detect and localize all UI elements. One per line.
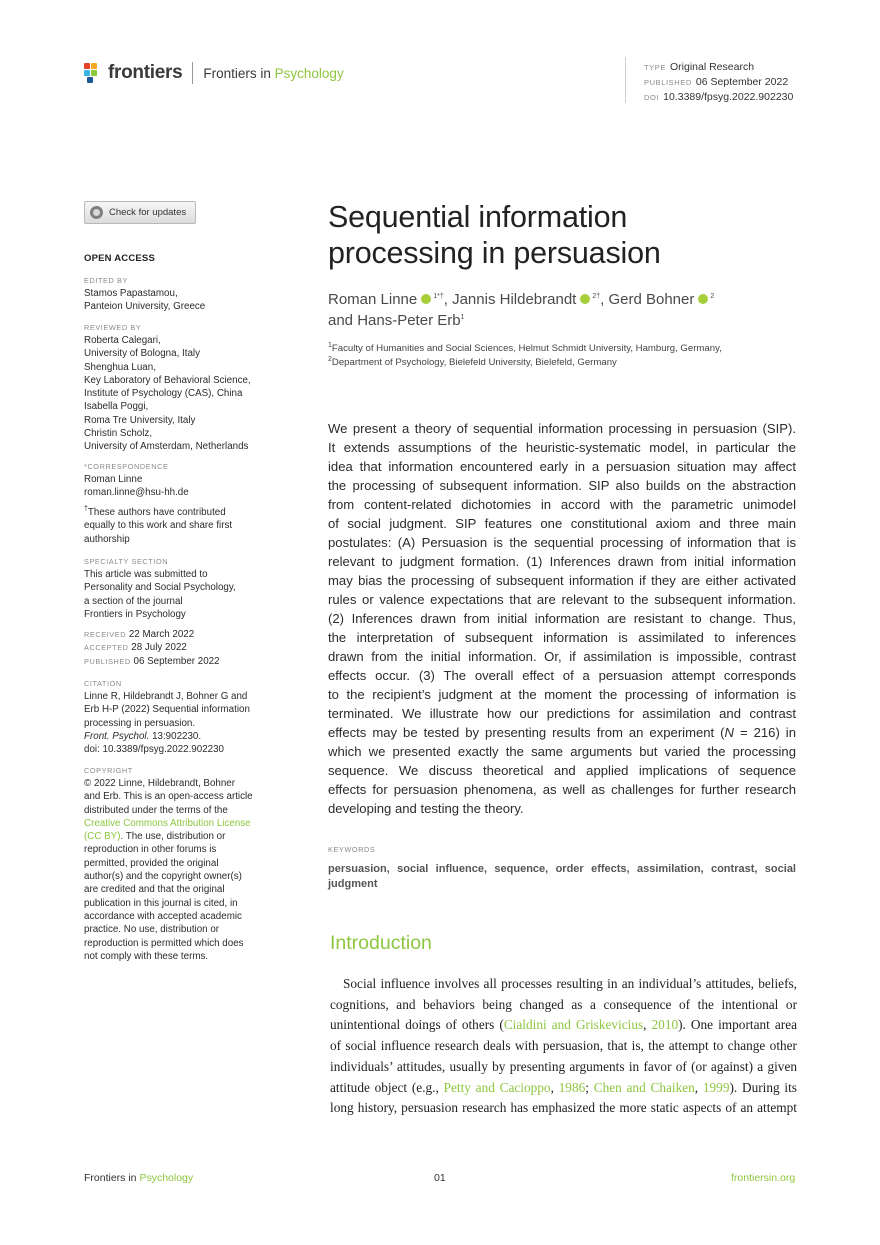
citation-link[interactable]: Petty and Cacioppo xyxy=(443,1079,551,1095)
logo-wordmark: frontiers xyxy=(108,62,183,83)
article-meta xyxy=(644,60,793,105)
update-badge-icon xyxy=(90,206,103,219)
introduction-body: Social influence involves all processes resulting in an individual’s attitudes, beliefs, cognitions, and behaviors being changed as a consequence of the intentional or unintentional doings of others (Cialdini and Griskevicius, 2010). One important area of social influence research deals with persuasion, that is, the attempt to change other individuals’ attitudes, usually by presenting arguments in favor of (or against) a given attitude object (e.g., Petty and Cacioppo, 1986; Chen and Chaiken, 1999). During its long history, persuasion research has emphasized the more static aspects of an attempt xyxy=(330,976,797,1116)
meta-published: PUBLISHED 06 September 2022 xyxy=(644,76,789,88)
journal-logo[interactable] xyxy=(84,61,344,85)
section-heading-introduction: Introduction xyxy=(330,932,432,954)
author-hildebrandt[interactable]: , Jannis Hildebrandt xyxy=(443,291,577,308)
orcid-icon[interactable] xyxy=(698,294,708,304)
citation-link[interactable]: 1999 xyxy=(702,1079,730,1095)
meta-type: TYPE Original Research xyxy=(644,61,755,73)
author-erb[interactable]: and Hans-Peter Erb xyxy=(328,312,461,329)
logo-divider xyxy=(192,62,193,84)
cc-license-link[interactable]: Creative Commons Attribution License xyxy=(84,817,251,829)
equal-contribution-note: †These authors have contributed equally to this work and share first authorship xyxy=(84,505,233,545)
keywords-label: KEYWORDS xyxy=(328,845,376,854)
meta-divider xyxy=(625,57,626,103)
citation-link[interactable]: Chen and Chaiken xyxy=(593,1079,695,1095)
dates-section: RECEIVED 22 March 2022 ACCEPTED 28 July 2022 PUBLISHED 06 September 2022 xyxy=(84,629,220,667)
citation-link[interactable]: 2010 xyxy=(651,1017,679,1033)
check-for-updates-button[interactable] xyxy=(84,201,196,224)
abstract: We present a theory of sequential information processing in persuasion (SIP). It extends assumptions of the heuristic-systematic model, in particular the idea that information encountered early in a persuasion situation may affect the processing of subsequent information. SIP also builds on the abstraction from content-related dichotomies in accord with the parametric unimodel of social judgment. SIP features one constitutional axiom and three main postulates: (A) Persuasion is the sequential processing of information that is relevant to judgment formation. (1) Inferences drawn from initial information may bias the processing of subsequent information if they are either activated rules or valence expectations that are relevant to the subsequent information. (2) Inferences drawn from initial information are resistant to change. Thus, the interpretation of subsequent information is assimilated to inferences drawn from the initial information. Or, if assimilation is impossible, contrast effects occur. (3) The overall effect of a persuasion attempt corresponds to the recipient’s judgment at the moment the processing of information is terminated. We illustrate how our predictions for assimilation and contrast effects may be tested by presenting results from an experiment (N = 216) in which we presented exactly the same arguments but varied the processing sequence. We discuss theoretical and applied implications of sequence effects for persuasion phenomena, as well as challenges for further research developing and testing the theory. xyxy=(328,421,797,816)
citation-link[interactable]: 1986 xyxy=(558,1079,586,1095)
citation-section: CITATION Linne R, Hildebrandt J, Bohner G and Erb H-P (2022) Sequential information processing in persuasion. Front. Psychol. 13:902230. doi: 10.3389/fpsyg.2022.902230 xyxy=(84,679,250,756)
article-title: Sequential information processing in persuasion xyxy=(328,200,661,270)
correspondence-section: *CORRESPONDENCE Roman Linne roman.linne@hsu-hh.de xyxy=(84,461,274,500)
author-bohner[interactable]: , Gerd Bohner xyxy=(600,291,695,308)
citation-link[interactable]: Cialdini and Griskevicius xyxy=(503,1017,644,1033)
logo-journal-name: Frontiers in Psychology xyxy=(203,65,344,81)
correspondence-email[interactable]: roman.linne@hsu-hh.de xyxy=(84,487,189,499)
edited-by-section: EDITED BY Stamos Papastamou, Panteion University, Greece xyxy=(84,276,206,313)
cc-by-link[interactable]: (CC BY) xyxy=(84,831,121,843)
author-linne[interactable]: Roman Linne xyxy=(328,291,418,308)
open-access-heading: OPEN ACCESS xyxy=(84,253,156,264)
reviewed-by-section: REVIEWED BY Roberta Calegari, University of Bologna, Italy Shenghua Luan, Key Laboratory of Behavioral Science, Institute of Psychology (CAS), China Isabella Poggi, Roma Tre University, Italy Christin Scholz, University of Amsterdam, Netherlands xyxy=(84,323,251,453)
affiliations: $^1$Faculty of Humanities and Social Sciences, Helmut Schmidt University, Hamburg, Germany, $^2$Department of Psychology, Bielefeld University, Bielefeld, Germany xyxy=(328,341,722,368)
footer-site-link[interactable]: frontiersin.org xyxy=(731,1172,796,1184)
meta-doi: DOI 10.3389/fpsyg.2022.902230 xyxy=(644,91,794,103)
keywords: persuasion, social influence, sequence, order effects, assimilation, contrast, social judgment xyxy=(328,863,796,890)
check-for-updates-label: Check for updates xyxy=(109,207,187,218)
footer-journal[interactable]: Frontiers in Psychology xyxy=(84,1172,194,1184)
author-list: Roman Linne $^{1*\dagger}$, Jannis Hildebrandt $^{2\dagger}$, Gerd Bohner $^2$ and Hans-Peter Erb$^1$ xyxy=(328,291,715,329)
orcid-icon[interactable] xyxy=(421,294,431,304)
page-number: 01 xyxy=(434,1172,446,1184)
frontiers-logo-icon xyxy=(84,63,102,83)
specialty-section: SPECIALTY SECTION This article was submitted to Personality and Social Psychology, a section of the journal Frontiers in Psychology xyxy=(84,557,236,620)
orcid-icon[interactable] xyxy=(580,294,590,304)
copyright-section: COPYRIGHT © 2022 Linne, Hildebrandt, Bohner and Erb. This is an open-access article distributed under the terms of the Creative Commons Attribution License (CC BY). The use, distribution or reproduction in other forums is permitted, provided the original author(s) and the copyright owner(s) are credited and that the original publication in this journal is cited, in accordance with accepted academic practice. No use, distribution or reproduction is permitted which does not comply with these terms. xyxy=(84,765,274,963)
